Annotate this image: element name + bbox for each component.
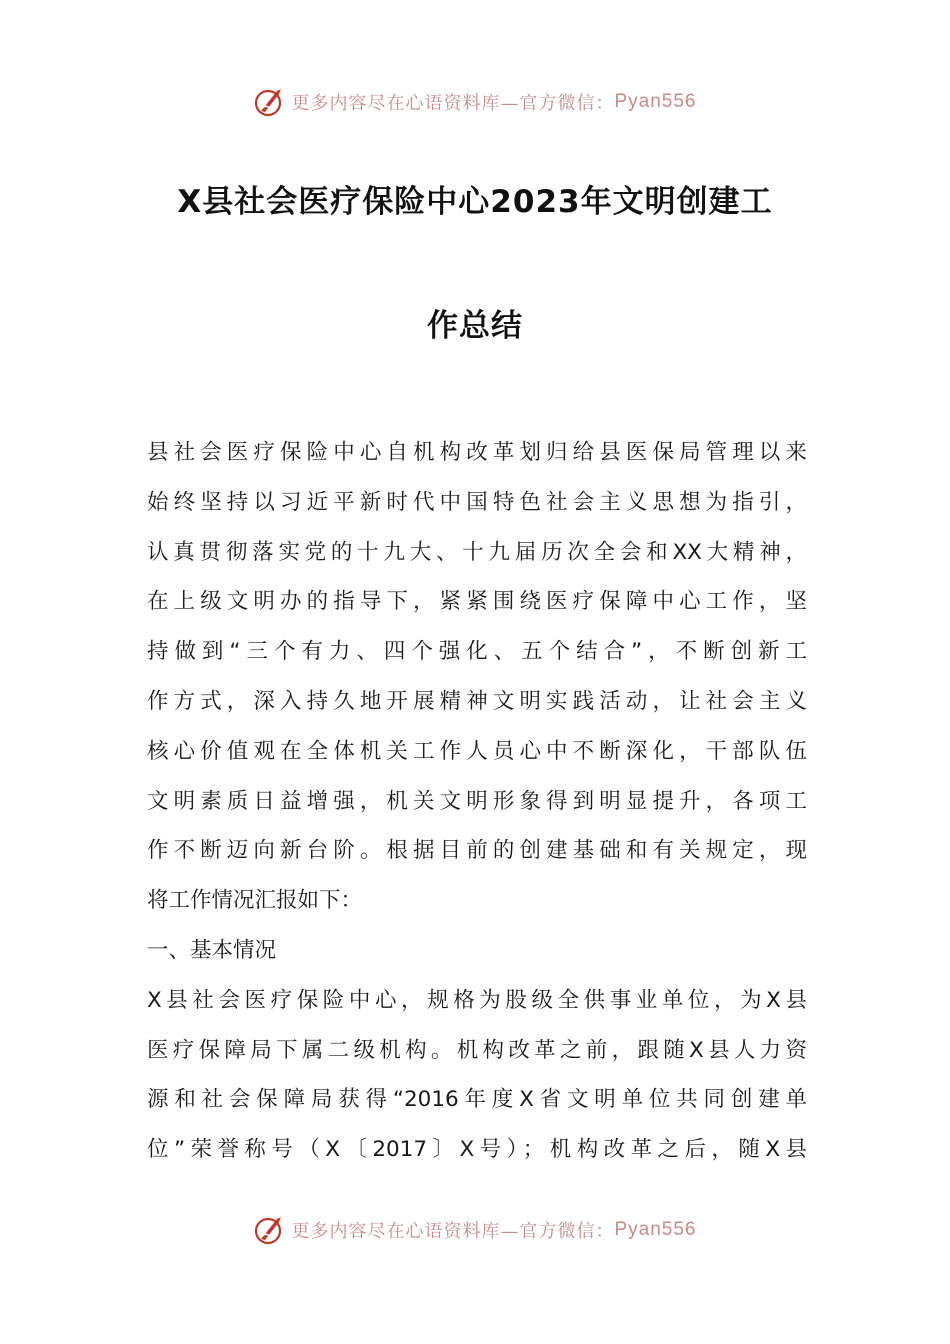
document-body [147, 428, 807, 1175]
quill-logo-icon [253, 1213, 287, 1247]
document-title-line-1: X县社会医疗保险中心2023年文明创建工 [177, 184, 773, 220]
body-line: 县社会医疗保险中心自机构改革划归给县医保局管理以来 [147, 440, 807, 465]
body-line: 作方式，深入持久地开展精神文明实践活动，让社会主义 [147, 688, 807, 714]
section-heading: 一、基本情况 [147, 937, 277, 963]
watermark-text: 更多内容尽在心语资料库—官方微信： [291, 1221, 615, 1242]
body-line: 持做到“三个有力、四个强化、五个结合”，不断创新工 [147, 639, 807, 665]
section-line: 医疗保障局下属二级机构。机构改革之前，跟随X县人力资 [147, 1037, 807, 1063]
body-line: 始终坚持以习近平新时代中国特色社会主义思想为指引， [147, 489, 807, 515]
body-line: 作不断迈向新台阶。根据目前的创建基础和有关规定，现 [147, 838, 807, 864]
document-title-line-2: 作总结 [427, 308, 523, 344]
watermark-header [0, 82, 950, 122]
body-line: 将工作情况汇报如下： [147, 888, 363, 914]
watermark-text: 更多内容尽在心语资料库—官方微信： [291, 93, 615, 114]
body-line: 文明素质日益增强，机关文明形象得到明显提升，各项工 [147, 788, 807, 814]
section-line: 源和社会保障局获得“2016年度X省文明单位共同创建单 [147, 1087, 807, 1113]
watermark-footer [0, 1210, 950, 1250]
body-line: 核心价值观在全体机关工作人员心中不断深化，干部队伍 [147, 738, 807, 764]
section-line: X县社会医疗保险中心，规格为股级全供事业单位，为X县 [147, 987, 807, 1013]
body-line: 在上级文明办的指导下，紧紧围绕医疗保障中心工作，坚 [147, 589, 807, 615]
body-line: 认真贯彻落实党的十九大、十九届历次全会和XX大精神， [147, 539, 807, 565]
watermark-handle: Pyan556 [614, 91, 697, 112]
watermark-handle: Pyan556 [614, 1219, 697, 1240]
quill-logo-icon [253, 85, 287, 119]
section-line: 位”荣誉称号（X〔2017〕X号）；机构改革之后，随X县 [147, 1137, 807, 1163]
